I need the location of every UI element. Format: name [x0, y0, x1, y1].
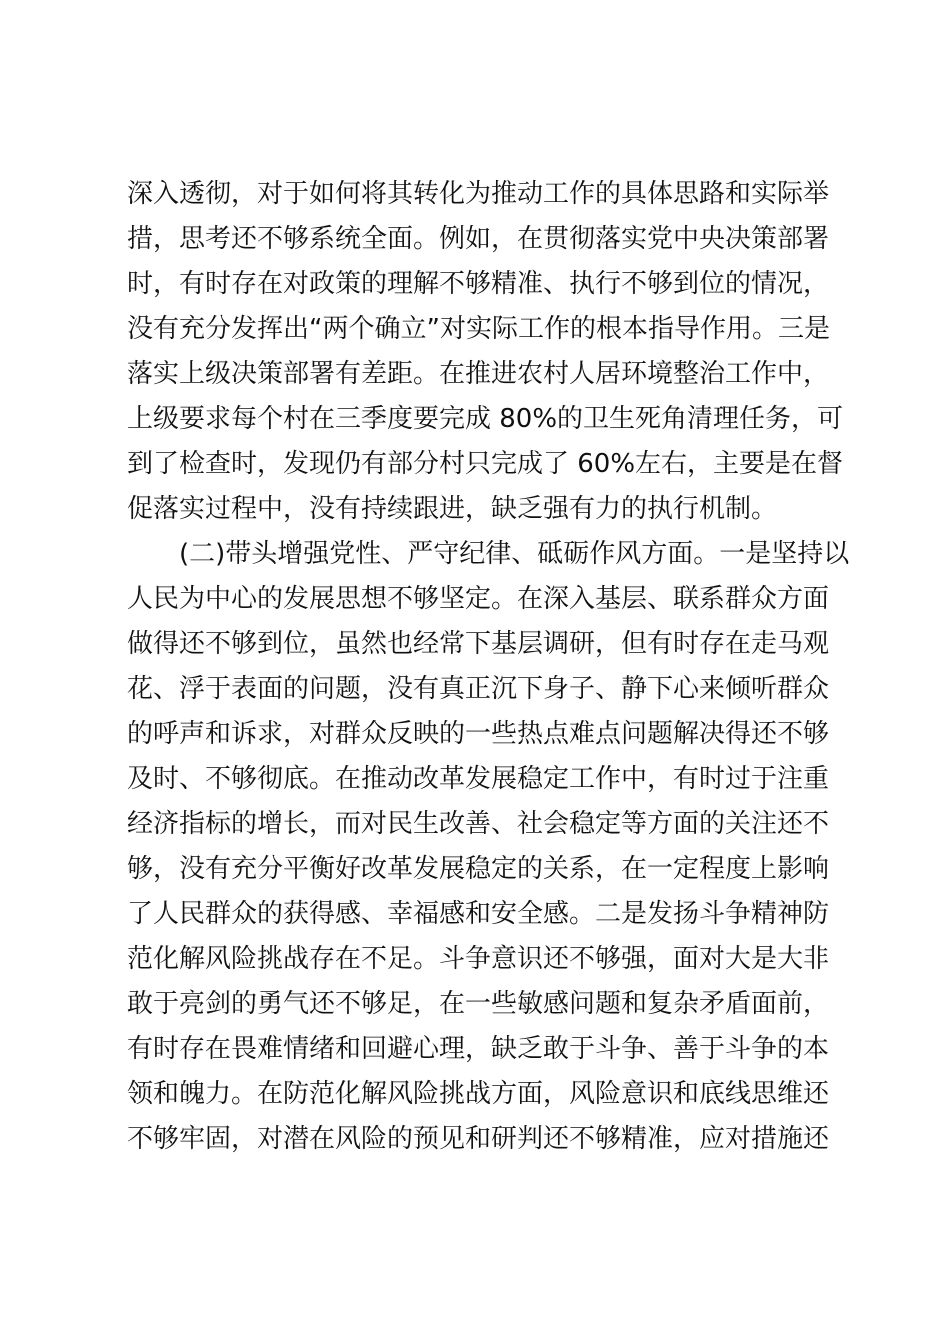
paragraph-2-line-3: 做得还不够到位，虽然也经常下基层调研，但有时存在走马观: [127, 629, 830, 659]
paragraph-2-line-8: 够，没有充分平衡好改革发展稳定的关系，在一定程度上影响: [127, 854, 830, 884]
paragraph-1-line-6: 上级要求每个村在三季度要完成 80%的卫生死角清理任务，可: [127, 404, 844, 434]
paragraph-1-line-2: 措，思考还不够系统全面。例如，在贯彻落实党中央决策部署: [127, 224, 830, 254]
paragraph-1-line-8: 促落实过程中，没有持续跟进，缺乏强有力的执行机制。: [127, 494, 778, 524]
paragraph-2-line-1: (二)带头增强党性、严守纪律、砥砺作风方面。一是坚持以: [179, 539, 850, 569]
paragraph-2-line-2: 人民为中心的发展思想不够坚定。在深入基层、联系群众方面: [127, 584, 830, 614]
paragraph-1-line-7: 到了检查时，发现仍有部分村只完成了 60%左右，主要是在督: [127, 449, 844, 479]
paragraph-2-line-13: 领和魄力。在防范化解风险挑战方面，风险意识和底线思维还: [127, 1079, 830, 1109]
paragraph-1-line-5: 落实上级决策部署有差距。在推进农村人居环境整治工作中，: [127, 359, 830, 389]
paragraph-2-line-5: 的呼声和诉求，对群众反映的一些热点难点问题解决得还不够: [127, 719, 830, 749]
paragraph-2-line-4: 花、浮于表面的问题，没有真正沉下身子、静下心来倾听群众: [127, 674, 830, 704]
paragraph-2-line-12: 有时存在畏难情绪和回避心理，缺乏敢于斗争、善于斗争的本: [127, 1034, 830, 1064]
paragraph-2-line-14: 不够牢固，对潜在风险的预见和研判还不够精准，应对措施还: [127, 1124, 830, 1154]
document-body: [127, 172, 850, 1162]
paragraph-2-line-11: 敢于亮剑的勇气还不够足，在一些敏感问题和复杂矛盾面前，: [127, 989, 830, 1019]
paragraph-2-line-9: 了人民群众的获得感、幸福感和安全感。二是发扬斗争精神防: [127, 899, 830, 929]
paragraph-1-line-1: 深入透彻，对于如何将其转化为推动工作的具体思路和实际举: [127, 179, 830, 209]
paragraph-2-line-6: 及时、不够彻底。在推动改革发展稳定工作中，有时过于注重: [127, 764, 830, 794]
paragraph-1-line-4: 没有充分发挥出“两个确立”对实际工作的根本指导作用。三是: [127, 314, 830, 344]
paragraph-1-line-3: 时，有时存在对政策的理解不够精准、执行不够到位的情况，: [127, 269, 830, 299]
paragraph-2-line-7: 经济指标的增长，而对民生改善、社会稳定等方面的关注还不: [127, 809, 830, 839]
paragraph-2-line-10: 范化解风险挑战存在不足。斗争意识还不够强，面对大是大非: [127, 944, 830, 974]
